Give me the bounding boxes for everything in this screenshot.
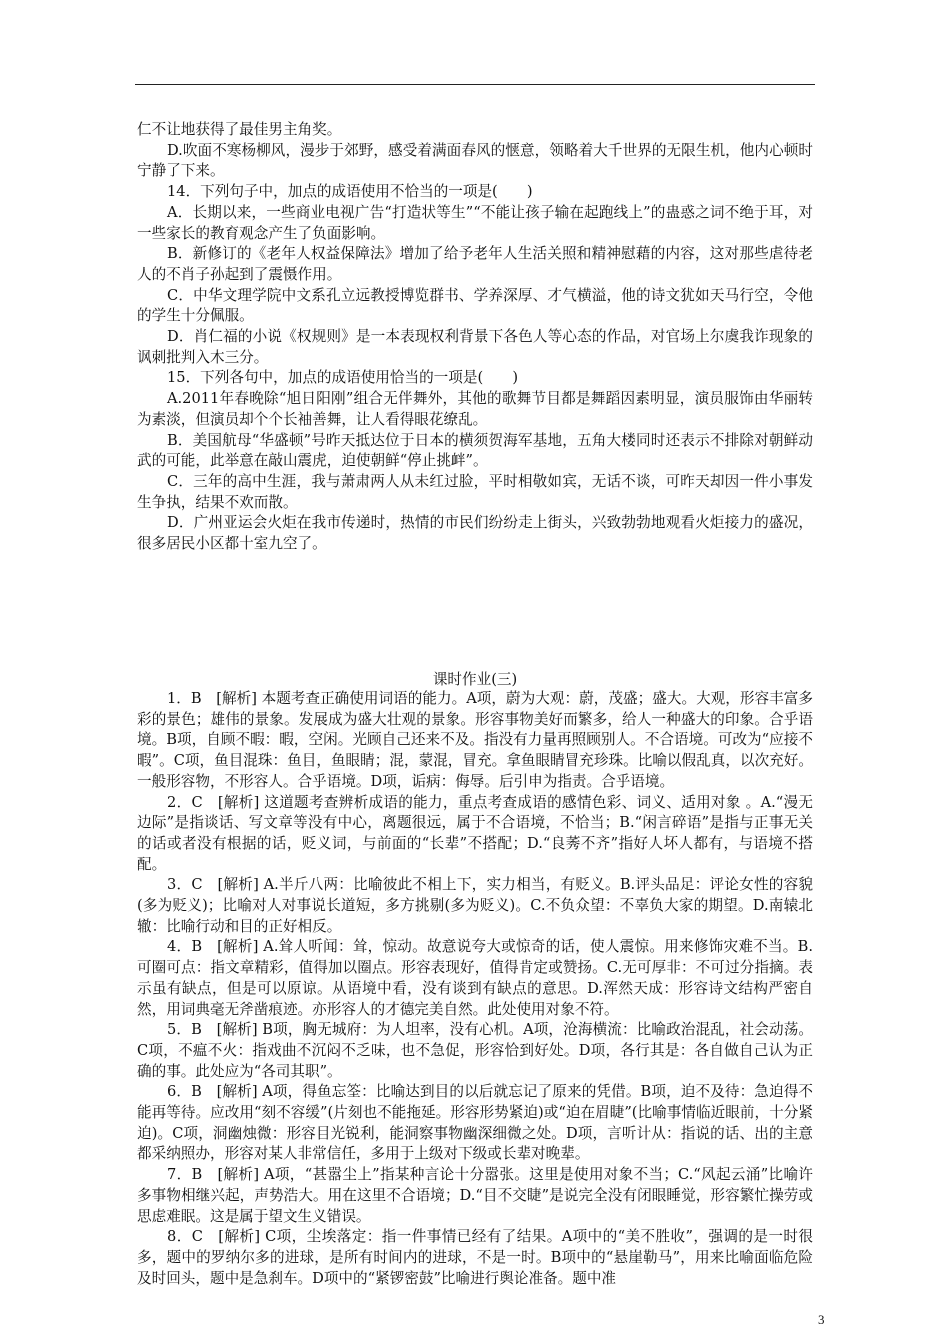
answer-paragraph: 6．B [解析] A项，得鱼忘筌：比喻达到目的以后就忘记了原来的凭借。B项，迫不及待：急迫得不能再等待。应改用“刻不容缓”(片刻也不能拖延。形容形势紧迫)或“迫在眉睫”(比喻事情临近眼前，十分紧迫)。C项，洞幽烛微：形容目光锐利，能洞察事物幽深细微之处。D项，言听计从：指说的话、出的主意都采纳照办，形容对某人非常信任，多用于上级对下级或长辈对晚辈。 <box>137 1083 813 1163</box>
header-rule <box>135 84 815 85</box>
question-option: C．三年的高中生涯，我与萧肃两人从未红过脸，平时相敬如宾，无话不谈，可昨天却因一件小事发生争执，结果不欢而散。 <box>137 472 813 511</box>
question-option: C．中华文理学院中文系孔立远教授博览群书、学养深厚、才气横溢，他的诗文犹如天马行空，令他的学生十分佩服。 <box>137 286 813 325</box>
question-stem: 14．下列句子中，加点的成语使用不恰当的一项是( ) <box>167 183 533 201</box>
question-text: D.吹面不寒杨柳风，漫步于郊野，感受着满面春风的惬意，领略着大千世界的无限生机，他内心顿时宁静了下来。 <box>137 141 813 180</box>
answers-title: 课时作业(三) <box>432 671 518 688</box>
answer-paragraph: 7．B [解析] A项，“甚嚣尘上”指某种言论十分嚣张。这里是使用对象不当；C.“风起云涌”比喻许多事物相继兴起，声势浩大。用在这里不合语境；D.“目不交睫”是说完全没有闭眼睡觉，形容繁忙操劳或思虑难眠。这是属于望文生义错误。 <box>137 1166 813 1225</box>
answer-paragraph: 1．B [解析] 本题考查正确使用词语的能力。A项，蔚为大观：蔚，茂盛；盛大。大观，形容丰富多彩的景色；雄伟的景象。发展成为盛大壮观的景象。形容事物美好而繁多，给人一种盛大的印象。合乎语境。B项，自顾不暇：暇，空闲。光顾自己还来不及。指没有力量再照顾别人。不合语境。可改为“应接不暇”。C项，鱼目混珠：鱼目，鱼眼睛；混，蒙混，冒充。拿鱼眼睛冒充珍珠。比喻以假乱真，以次充好。一般形容物，不形容人。合乎语境。D项，诟病：侮辱。后引申为指责。合乎语境。 <box>137 690 813 790</box>
answer-paragraph: 2．C [解析] 这道题考查辨析成语的能力，重点考查成语的感情色彩、词义、适用对象 。A.“漫无边际”是指谈话、写文章等没有中心，离题很远，属于不合语境，不恰当；B.“闲言碎语”是指与正事无关的话或者没有根据的话，贬义词，与前面的“长辈”不搭配；D.“良莠不齐”指好人坏人都有，与语境不搭配。 <box>137 793 813 873</box>
answer-paragraph: 8．C [解析] C项，尘埃落定：指一件事情已经有了结果。A项中的“美不胜收”，强调的是一时很多，题中的罗纳尔多的进球，是所有时间内的进球，不是一时。B项中的“悬崖勒马”，用来比喻面临危险及时回头，题中是急刹车。D项中的“紧锣密鼓”比喻进行舆论准备。题中准 <box>137 1228 813 1287</box>
question-option: D．广州亚运会火炬在我市传递时，热情的市民们纷纷走上街头，兴致勃勃地观看火炬接力的盛况，很多居民小区都十室九空了。 <box>137 514 813 553</box>
question-option: A.2011年春晚除“旭日阳刚”组合无伴舞外，其他的歌舞节目都是舞蹈因素明显，演员服饰由华丽转为素淡，但演员却个个长袖善舞，让人看得眼花缭乱。 <box>137 390 813 428</box>
answer-paragraph: 5．B [解析] B项，胸无城府：为人坦率，没有心机。A项，沧海横流：比喻政治混乱，社会动荡。C项，不瘟不火：指戏曲不沉闷不乏味，也不急促，形容恰到好处。D项，各行其是：各自做自己认为正确的事。此处应为“各司其职”。 <box>137 1021 813 1080</box>
question-option: A．长期以来，一些商业电视广告“打造状等生”“不能让孩子输在起跑线上”的蛊惑之词不绝于耳，对一些家长的教育观念产生了负面影响。 <box>137 203 813 242</box>
questions-section <box>137 120 813 555</box>
answer-paragraph: 4．B [解析] A.耸人听闻：耸，惊动。故意说夸大或惊奇的话，使人震惊。用来修饰灾难不当。B.可圈可点：指文章精彩，值得加以圈点。形容表现好，值得肯定或赞扬。C.无可厚非：不可过分指摘。表示虽有缺点，但是可以原谅。从语境中看，没有谈到有缺点的意思。D.浑然天成：形容诗文结构严密自然，用词典毫无斧凿痕迹。亦形容人的才德完美自然。此处使用对象不符。 <box>137 938 813 1018</box>
question-stem: 15．下列各句中，加点的成语使用恰当的一项是( ) <box>167 369 519 387</box>
question-option: D．肖仁福的小说《权规则》是一本表现权利背景下各色人等心态的作品，对官场上尔虞我诈现象的讽刺批判入木三分。 <box>137 328 813 366</box>
answers-section <box>137 689 813 1289</box>
question-text: 仁不让地获得了最佳男主角奖。 <box>137 121 342 138</box>
page-number: 3 <box>818 1312 825 1327</box>
question-option: B．美国航母“华盛顿”号昨天抵达位于日本的横须贺海军基地，五角大楼同时还表示不排除对朝鲜动武的可能，此举意在敲山震虎，迫使朝鲜“停止挑衅”。 <box>137 431 813 470</box>
answer-paragraph: 3．C [解析] A.半斤八两：比喻彼此不相上下，实力相当，有贬义。B.评头品足：评论女性的容貌(多为贬义)；比喻对人对事说长道短，多方挑剔(多为贬义)。C.不负众望：不辜负大家的期望。D.南辕北辙：比喻行动和目的正好相反。 <box>137 876 813 935</box>
question-option: B．新修订的《老年人权益保障法》增加了给予老年人生活关照和精神慰藉的内容，这对那些虐待老人的不肖子孙起到了震慑作用。 <box>137 245 813 283</box>
